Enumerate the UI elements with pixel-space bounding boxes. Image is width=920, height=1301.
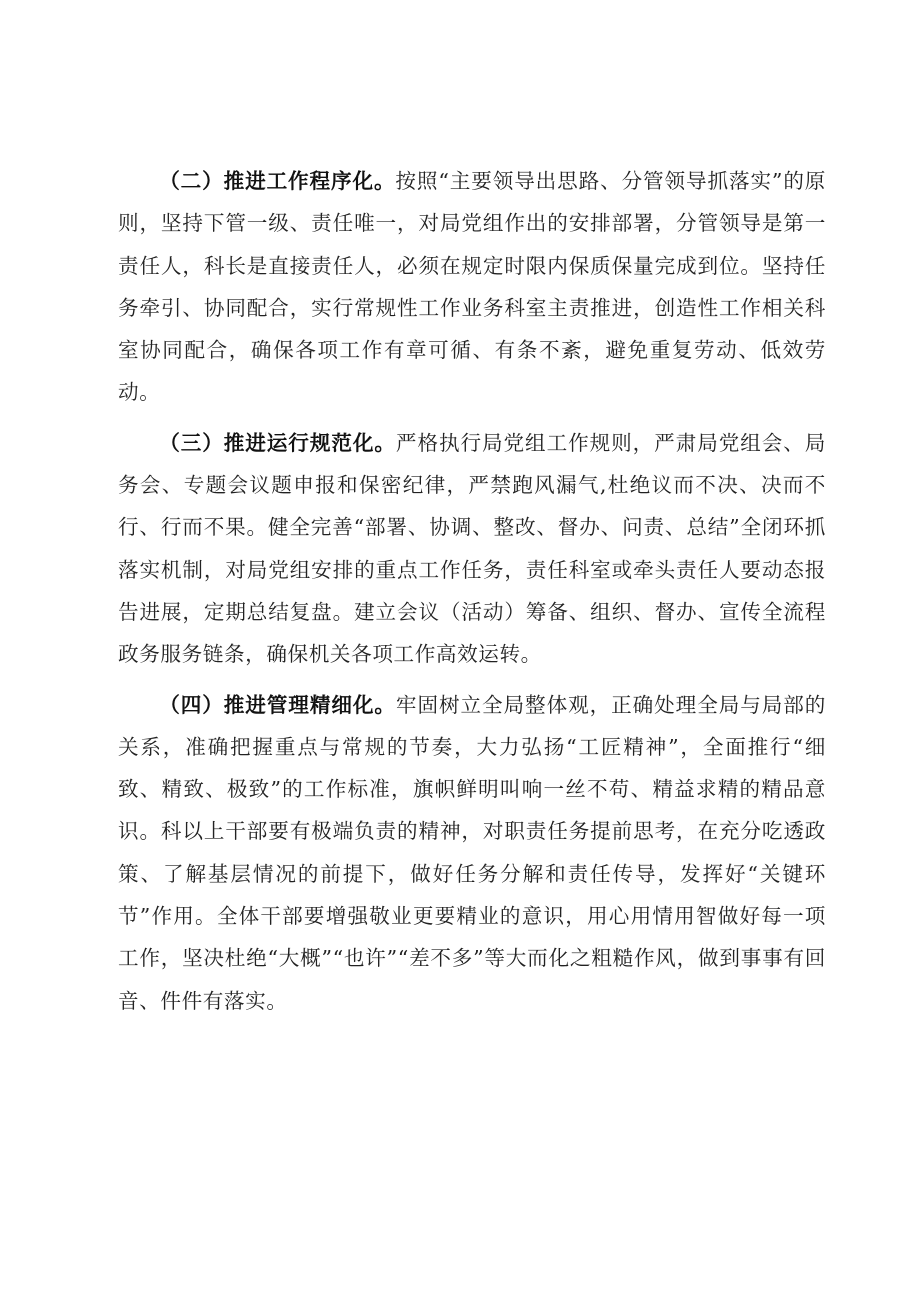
document-body — [118, 160, 826, 1030]
paragraph-text-3: 严格执行局党组工作规则，严肃局党组会、局务会、专题会议题申报和保密纪律，严禁跑风漏气,杜绝议而不决、决而不行、行而不果。健全完善“部署、协调、整改、督办、问责、总结”全闭环抓落实机制，对局党组安排的重点工作任务，责任科室或牵头责任人要动态报告进展，定期总结复盘。建立会议（活动）筹备、组织、督办、宣传全流程政务服务链条，确保机关各项工作高效运转。 — [118, 430, 826, 667]
paragraph-3 — [118, 422, 826, 676]
section-heading-3: （三）推进运行规范化。 — [159, 430, 396, 455]
section-heading-4: （四）推进管理精细化。 — [159, 692, 396, 717]
paragraph-4 — [118, 684, 826, 1022]
paragraph-text-2: 按照“主要领导出思路、分管领导抓落实”的原则，坚持下管一级、责任唯一，对局党组作出的安排部署，分管领导是第一责任人，科长是直接责任人，必须在规定时限内保质保量完成到位。坚持任务牵引、协同配合，实行常规性工作业务科室主责推进，创造性工作相关科室协同配合，确保各项工作有章可循、有条不紊，避免重复劳动、低效劳动。 — [118, 169, 826, 405]
paragraph-text-4: 牢固树立全局整体观，正确处理全局与局部的关系，准确把握重点与常规的节奏，大力弘扬“工匠精神”，全面推行“细致、精致、极致”的工作标准，旗帜鲜明叫响一丝不苟、精益求精的精品意识。科以上干部要有极端负责的精神，对职责任务提前思考，在充分吃透政策、了解基层情况的前提下，做好任务分解和责任传导，发挥好“关键环节”作用。全体干部要增强敬业更要精业的意识，用心用情用智做好每一项工作，坚决杜绝“大概”“也许”“差不多”等大而化之粗糙作风，做到事事有回音、件件有落实。 — [118, 692, 826, 1013]
paragraph-2 — [118, 160, 826, 414]
section-heading-2: （二）推进工作程序化。 — [159, 169, 396, 193]
